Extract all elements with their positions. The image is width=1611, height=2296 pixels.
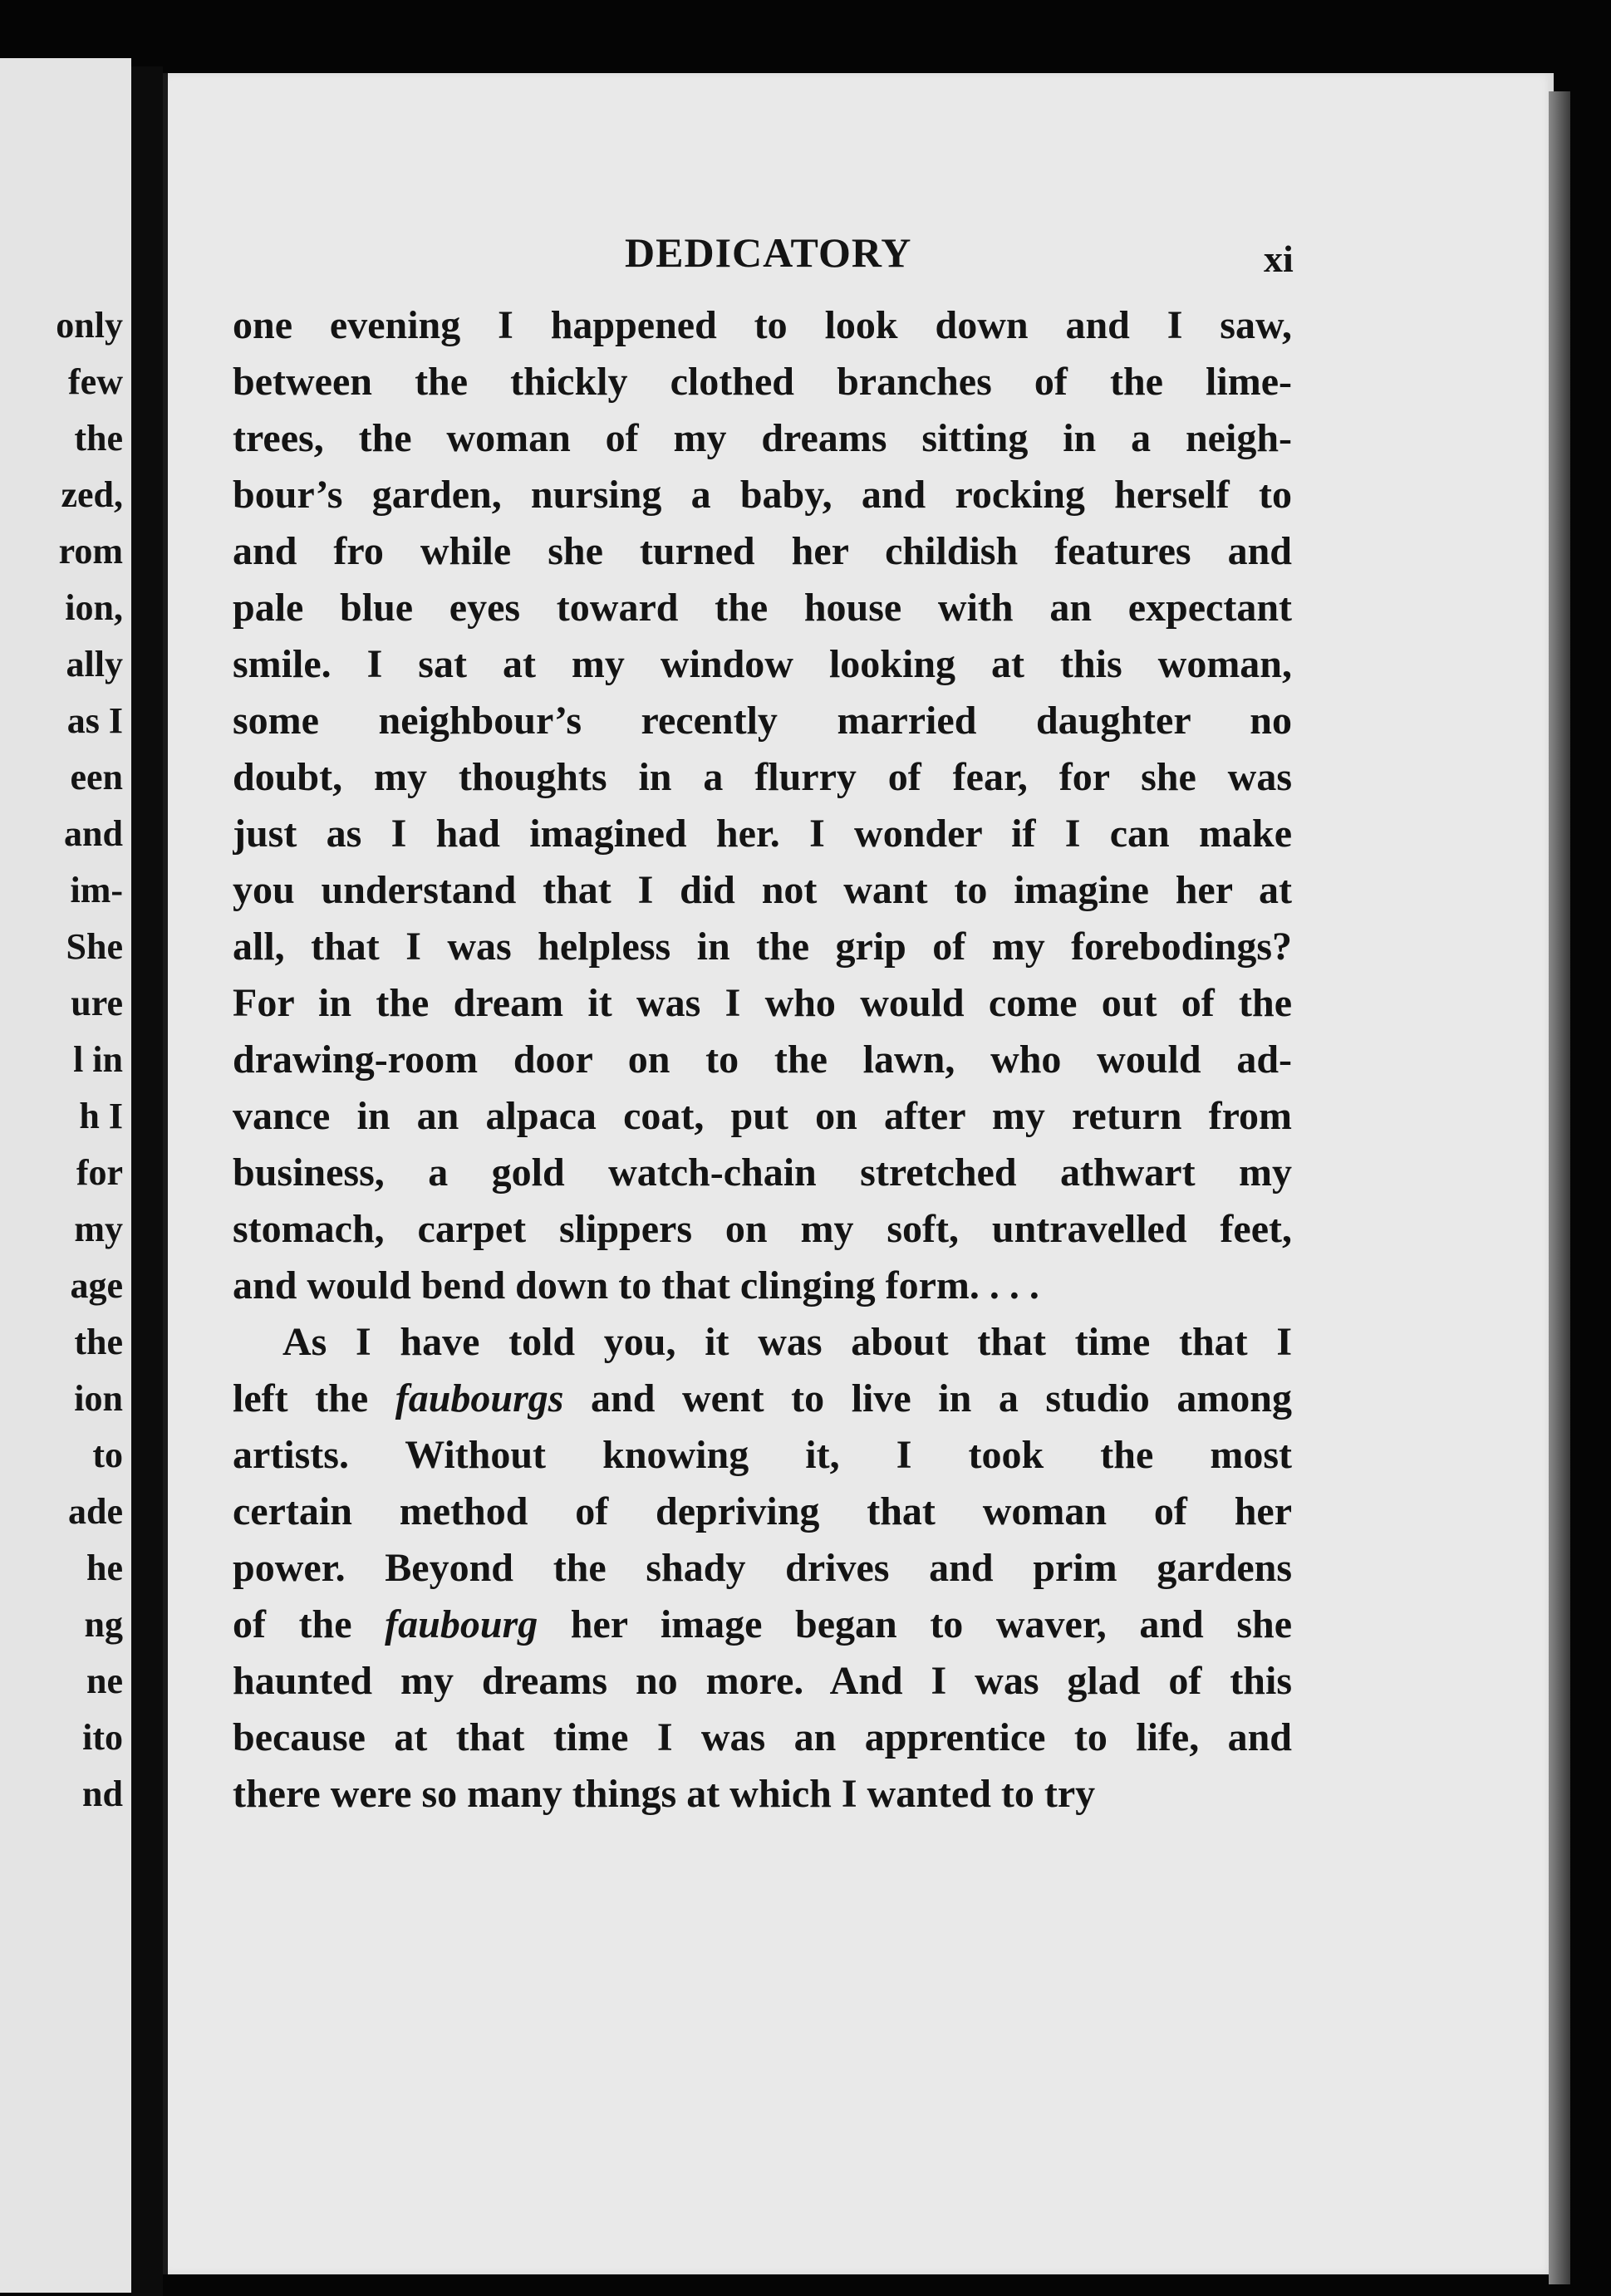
running-head: DEDICATORY xyxy=(625,229,912,276)
italic-word: faubourgs xyxy=(395,1376,564,1420)
left-page-line-fragment: as I xyxy=(66,700,123,741)
text-line: haunted my dreams no more. And I was glad of this xyxy=(233,1659,1292,1703)
left-page-line-fragment: ion xyxy=(74,1378,123,1419)
left-page-line-fragment: l in xyxy=(73,1039,123,1080)
text-line: and would bend down to that clinging form. . . . xyxy=(233,1263,1039,1307)
text-line: artists. Without knowing it, I took the most xyxy=(233,1433,1292,1477)
page-number: xi xyxy=(1264,238,1294,280)
left-page-line-fragment: and xyxy=(64,813,123,854)
text-line: For in the dream it was I who would come out of the xyxy=(233,981,1292,1025)
text-line: doubt, my thoughts in a flurry of fear, for she was xyxy=(233,755,1292,799)
text-line-paragraph-start: As I have told you, it was about that time that I xyxy=(282,1320,1292,1364)
left-page-line-fragment: nd xyxy=(82,1774,123,1814)
text-line: stomach, carpet slippers on my soft, untravelled feet, xyxy=(233,1207,1292,1251)
text-line: smile. I sat at my window looking at this woman, xyxy=(233,642,1292,686)
text-line: some neighbour’s recently married daughter no xyxy=(233,699,1292,743)
left-page-line-fragment: rom xyxy=(58,531,123,572)
text-line: vance in an alpaca coat, put on after my return from xyxy=(233,1094,1292,1138)
left-page-fragment xyxy=(0,58,131,2293)
left-page-line-fragment: ally xyxy=(66,644,123,684)
text-line: between the thickly clothed branches of the lime- xyxy=(233,360,1292,404)
text-line: certain method of depriving that woman of her xyxy=(233,1489,1292,1533)
text-line: trees, the woman of my dreams sitting in a neigh- xyxy=(233,416,1292,460)
left-page-line-fragment: to xyxy=(92,1435,123,1475)
left-page-line-fragment: ne xyxy=(86,1661,123,1701)
italic-word: faubourg xyxy=(385,1602,538,1646)
left-page-line-fragment: ure xyxy=(71,983,123,1023)
text-line: just as I had imagined her. I wonder if I can make xyxy=(233,812,1292,856)
page-edge-shadow xyxy=(1549,91,1570,2284)
left-page-line-fragment: h I xyxy=(79,1096,123,1136)
text-line: you understand that I did not want to imagine her at xyxy=(233,868,1292,912)
left-page-line-fragment: ito xyxy=(82,1717,123,1758)
left-page-line-fragment: the xyxy=(74,418,123,459)
left-page-line-fragment: my xyxy=(74,1209,123,1249)
left-page-line-fragment: im- xyxy=(70,870,123,910)
text-line: power. Beyond the shady drives and prim gardens xyxy=(233,1546,1292,1590)
body-text xyxy=(233,297,1292,1823)
text-line: drawing-room door on to the lawn, who would ad- xyxy=(233,1038,1292,1082)
text-line: because at that time I was an apprentice to life, and xyxy=(233,1715,1292,1759)
left-page-line-fragment: the xyxy=(74,1322,123,1362)
left-page-line-fragment: She xyxy=(66,926,123,967)
left-page-line-fragment: ade xyxy=(68,1491,123,1532)
left-page-line-fragment: few xyxy=(68,361,123,402)
text-line: there were so many things at which I wanted to try xyxy=(233,1772,1096,1816)
text-line: of the faubourg her image began to waver, and she xyxy=(233,1602,1292,1646)
book-gutter xyxy=(131,66,163,2296)
left-page-line-fragment: ion, xyxy=(65,587,123,628)
left-page-line-fragment: zed, xyxy=(61,474,123,515)
left-page-line-fragment: for xyxy=(76,1152,123,1193)
left-page-line-fragment: ng xyxy=(84,1604,123,1645)
left-page-line-fragment: een xyxy=(70,757,123,797)
text-line: and fro while she turned her childish features and xyxy=(233,529,1292,573)
text-line: business, a gold watch-chain stretched athwart my xyxy=(233,1150,1292,1195)
left-page-line-fragment: he xyxy=(86,1548,123,1588)
left-page-line-fragment: only xyxy=(56,305,123,346)
left-page-line-fragment: age xyxy=(70,1265,123,1306)
text-line: bour’s garden, nursing a baby, and rocking herself to xyxy=(233,473,1292,517)
text-line: one evening I happened to look down and I saw, xyxy=(233,303,1292,347)
text-line: all, that I was helpless in the grip of my forebodings? xyxy=(233,925,1292,969)
text-line: left the faubourgs and went to live in a studio among xyxy=(233,1376,1292,1420)
text-line: pale blue eyes toward the house with an expectant xyxy=(233,586,1292,630)
